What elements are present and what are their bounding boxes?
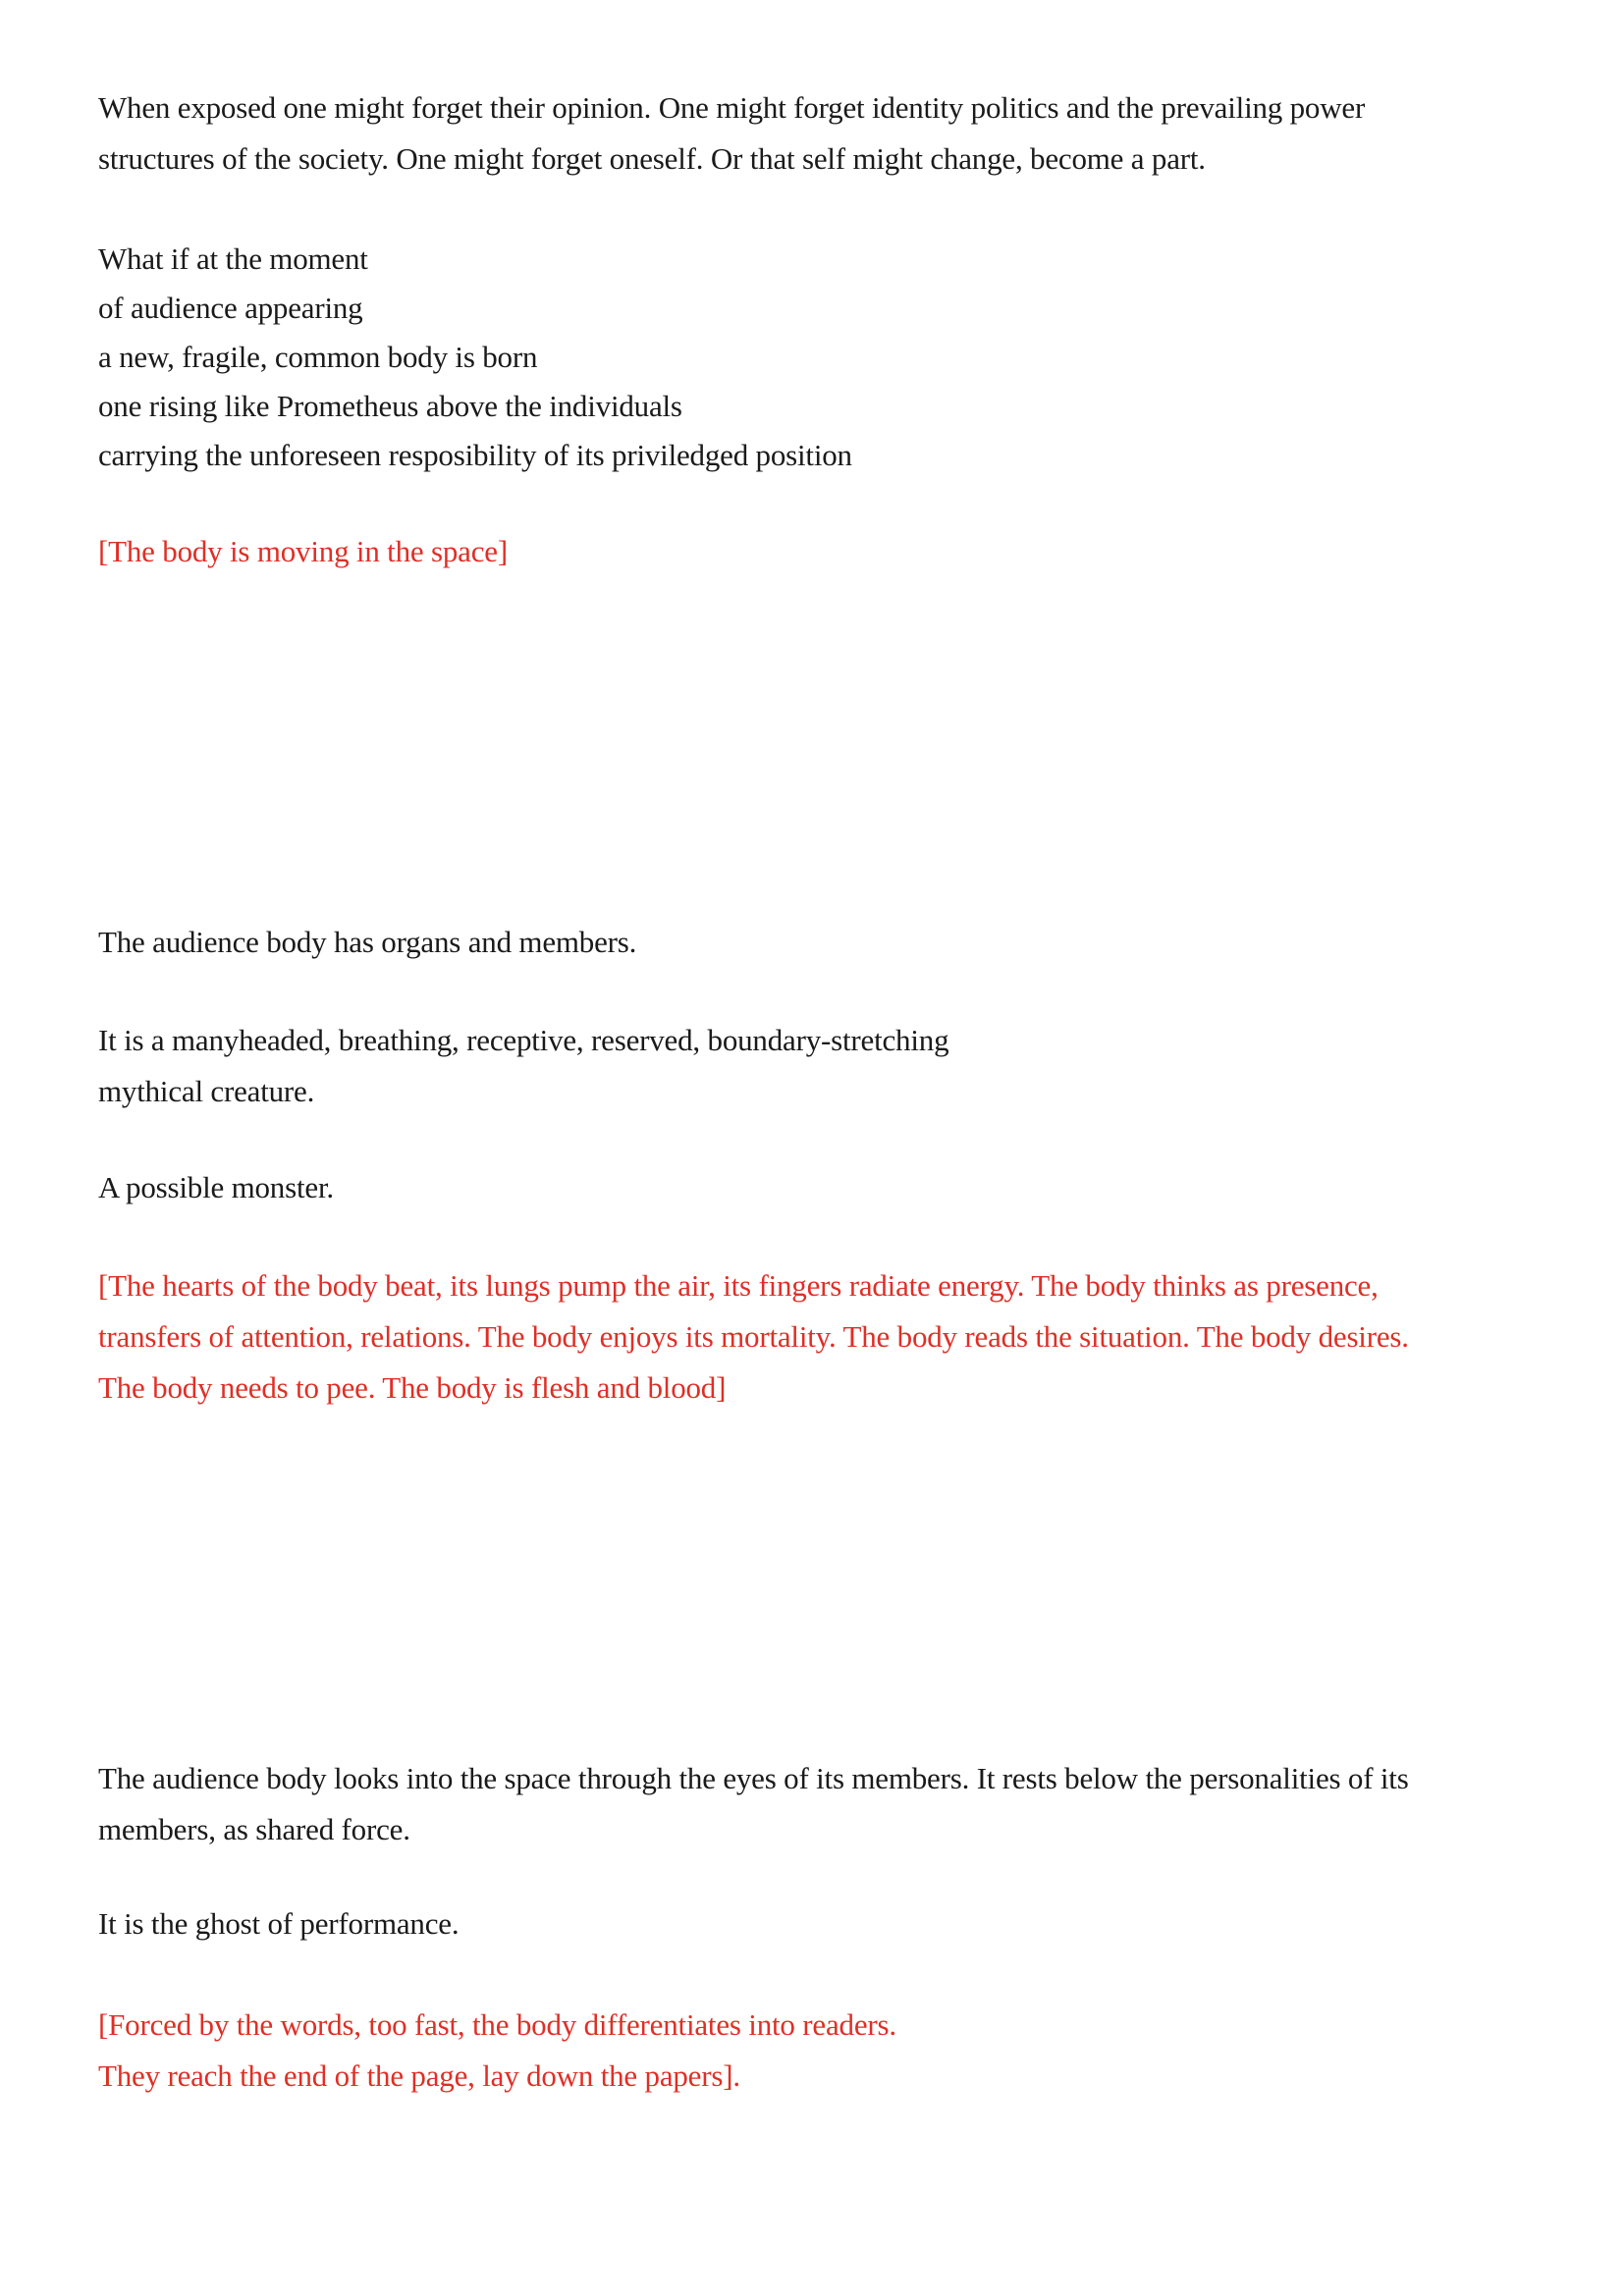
- stage-direction-line: They reach the end of the page, lay down the papers].: [98, 2058, 740, 2093]
- stage-direction-line: transfers of attention, relations. The body enjoys its mortality. The body reads the situation. The body desires.: [98, 1319, 1409, 1354]
- stage-direction-line: [The body is moving in the space]: [98, 534, 508, 568]
- text-line: members, as shared force.: [98, 1812, 410, 1846]
- verse-line: one rising like Prometheus above the individuals: [98, 389, 682, 423]
- stage-direction-line: [The hearts of the body beat, its lungs pump the air, its fingers radiate energy. The body thinks as presence,: [98, 1268, 1379, 1303]
- organs-paragraph: [98, 917, 1565, 968]
- stage-direction-line: [Forced by the words, too fast, the body differentiates into readers.: [98, 2007, 896, 2042]
- text-line: It is a manyheaded, breathing, receptive, reserved, boundary-stretching: [98, 1023, 949, 1057]
- monster-paragraph: [98, 1162, 1565, 1213]
- stage-direction-line: The body needs to pee. The body is flesh and blood]: [98, 1370, 727, 1405]
- text-line: structures of the society. One might forget oneself. Or that self might change, become a part.: [98, 141, 1206, 176]
- ghost-paragraph: [98, 1898, 1565, 1949]
- stage-direction-3: [98, 2000, 1565, 2102]
- verse-line: a new, fragile, common body is born: [98, 340, 538, 374]
- verse-stanza: [98, 235, 1565, 480]
- verse-line: carrying the unforeseen resposibility of its priviledged position: [98, 438, 852, 472]
- text-line: The audience body has organs and members.: [98, 925, 637, 959]
- intro-paragraph: [98, 82, 1565, 185]
- creature-paragraph: [98, 1015, 1565, 1117]
- stage-direction-2: [98, 1260, 1565, 1414]
- text-line: mythical creature.: [98, 1074, 315, 1108]
- text-line: The audience body looks into the space through the eyes of its members. It rests below the personalities of its: [98, 1761, 1409, 1795]
- ghost-intro-paragraph: [98, 1753, 1565, 1855]
- verse-line: of audience appearing: [98, 291, 363, 325]
- verse-line: What if at the moment: [98, 241, 368, 276]
- stage-direction-1: [98, 526, 1565, 577]
- text-line: It is the ghost of performance.: [98, 1906, 460, 1941]
- text-line: When exposed one might forget their opinion. One might forget identity politics and the prevailing power: [98, 90, 1366, 125]
- text-line: A possible monster.: [98, 1170, 334, 1204]
